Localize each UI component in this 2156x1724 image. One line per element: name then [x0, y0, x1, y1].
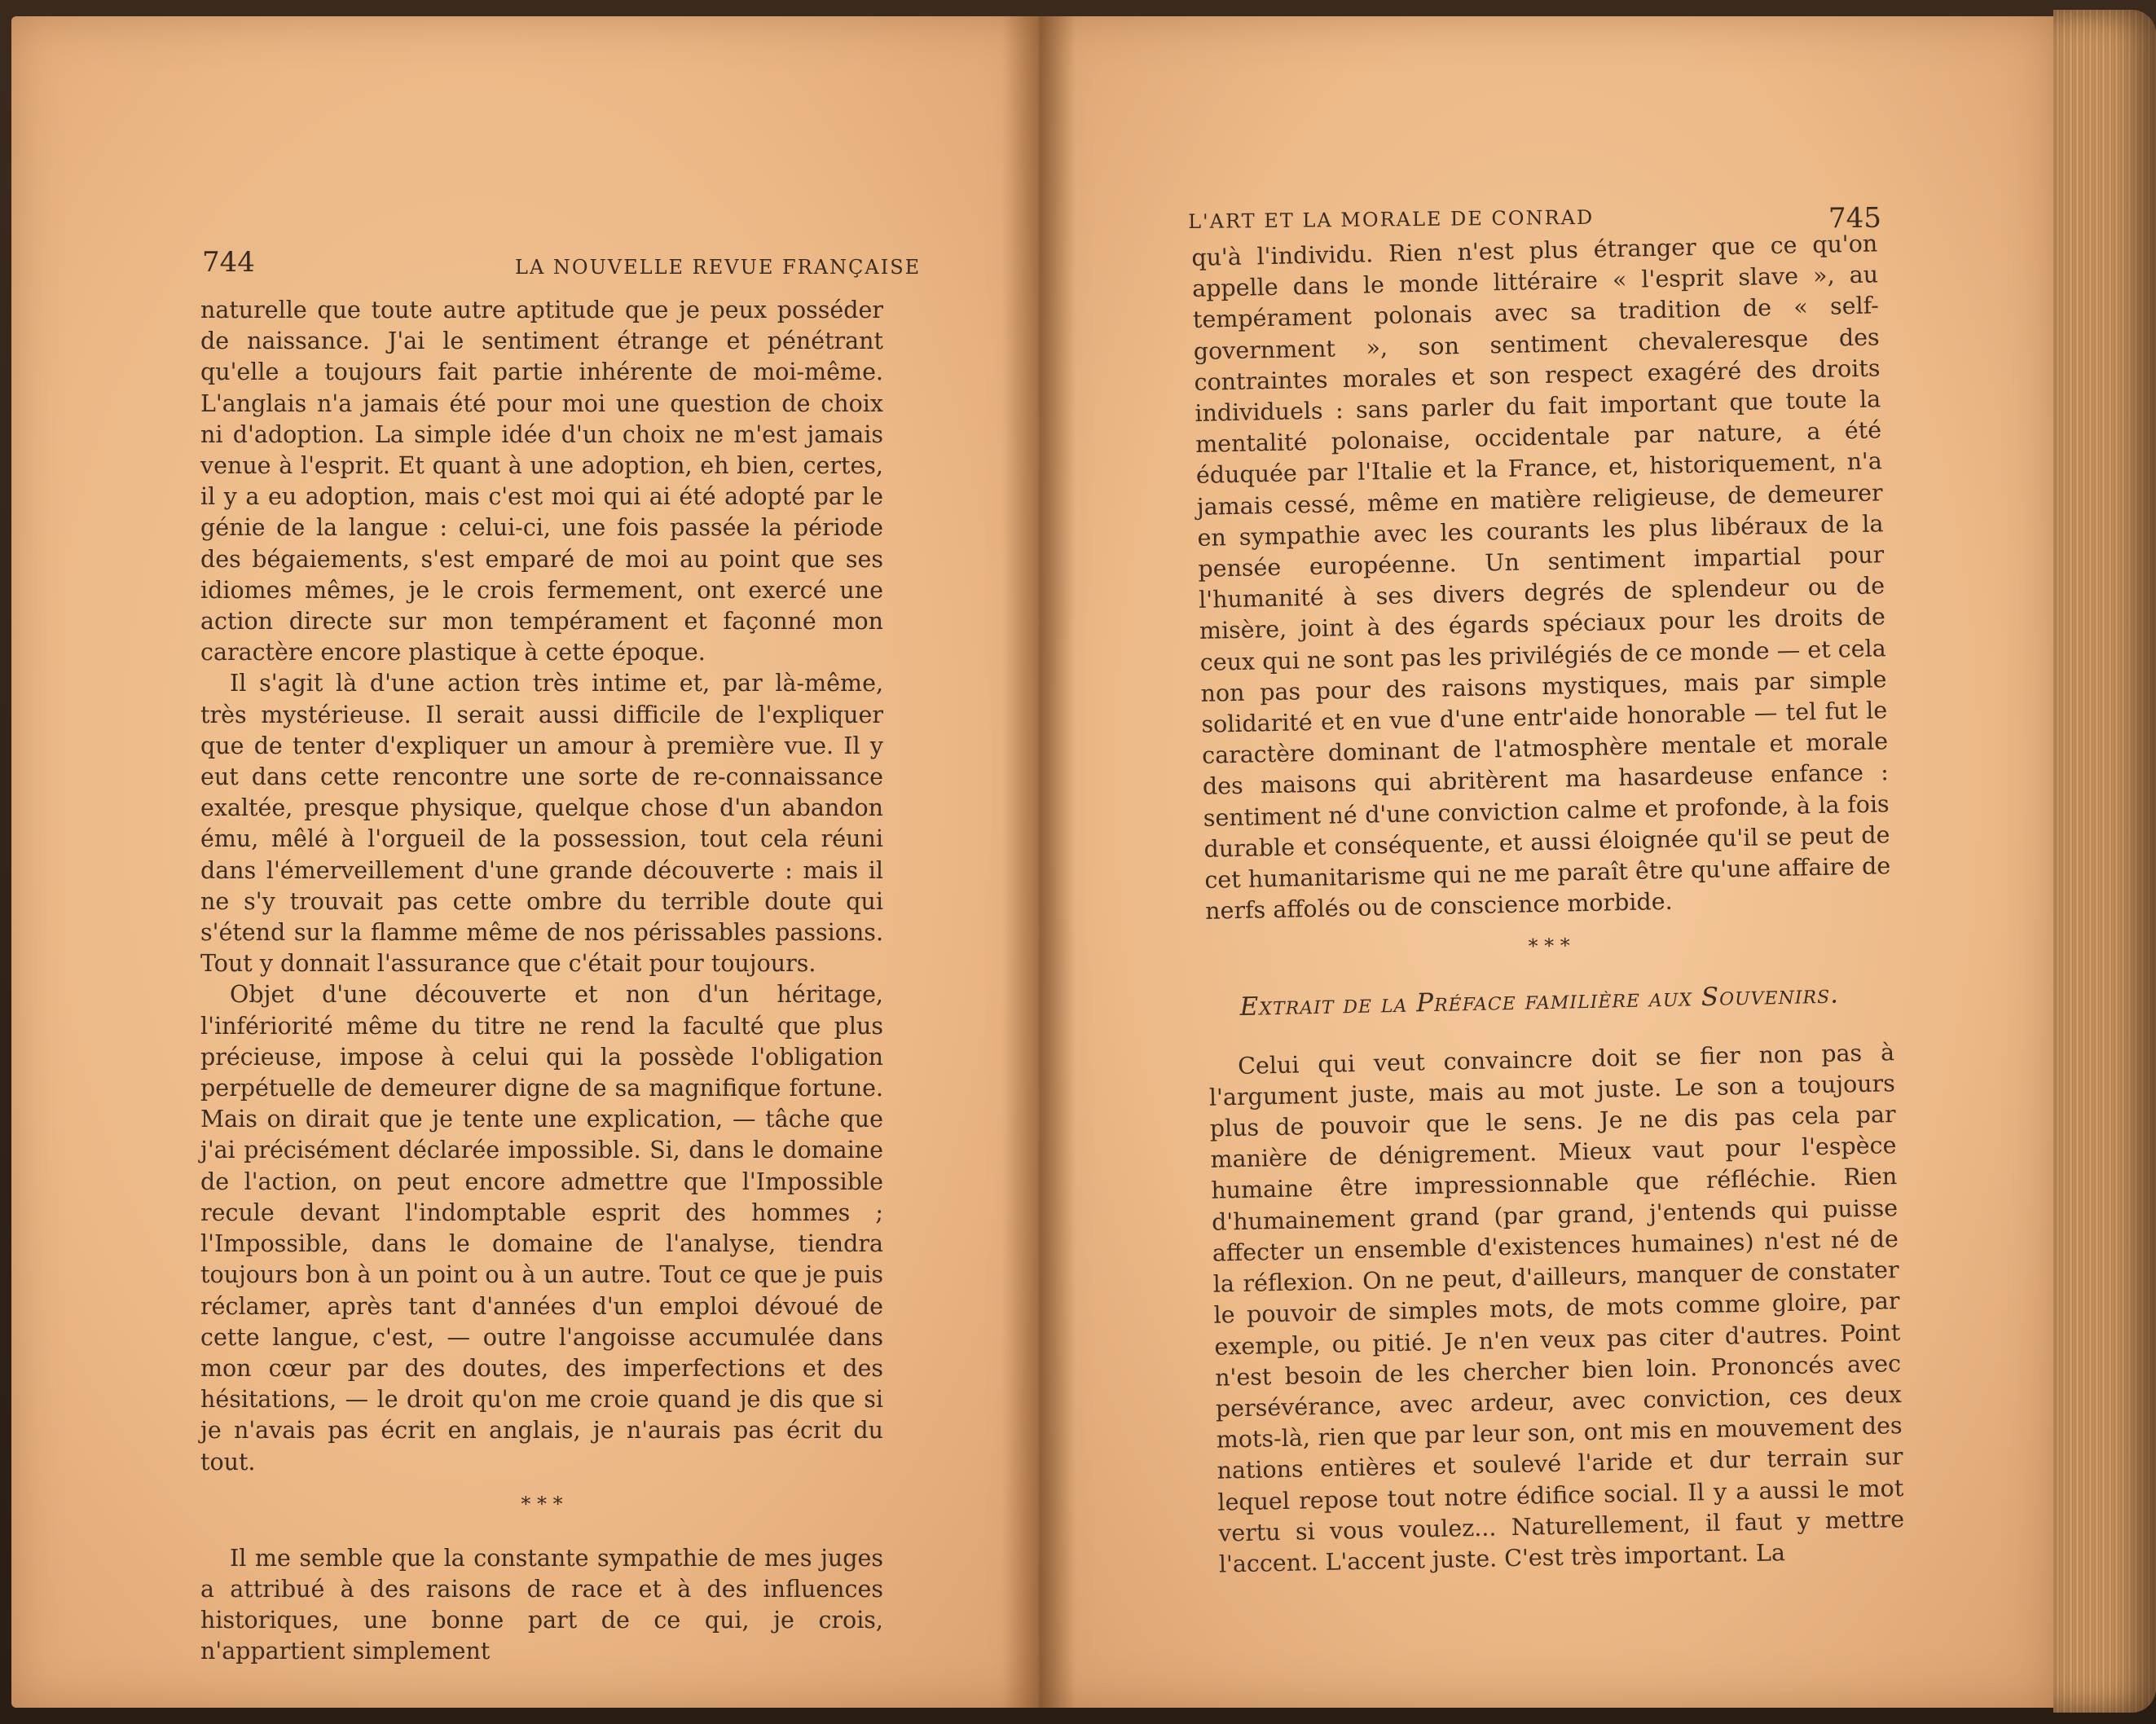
- left-paragraph-3: Objet d'une découverte et non d'un héritage, l'infériorité même du titre ne rend la faculté que plus précieuse, impose à celui qui la possède l'obligation perpétuelle de demeurer digne de sa magnifique fortune. Mais on dirait que je tente une explication, — tâche que j'ai précisément déclarée impossible. Si, dans le domaine de l'action, on peut encore admettre que l'Impossible recule devant l'indomptable esprit des hommes ; l'Impossible, dans le domaine de l'analyse, tiendra toujours bon à un point ou à un autre. Tout ce que je puis réclamer, après tant d'années d'un emploi dévoué de cette langue, c'est, — outre l'angoisse accumulée dans mon cœur par des doutes, des imperfections et des hésitations, — le droit qu'on me croie quand je dis que si je n'avais pas écrit en anglais, je n'aurais pas écrit du tout.: [200, 981, 883, 1476]
- left-page-number: 744: [202, 246, 255, 279]
- left-paragraph-1: naturelle que toute autre aptitude que je peux posséder de naissance. J'ai le sentiment étrange et pénétrant qu'elle a toujours fait partie inhérente de moi-même. L'anglais n'a jamais été pour moi une question de choix ni d'adoption. La simple idée d'un choix ne m'est jamais venue à l'esprit. Et quant à une adoption, eh bien, certes, il y a eu adoption, mais c'est moi qui ai été adopté par le génie de la langue : celui-ci, une fois passée la période des bégaiements, s'est emparé de moi au point que ses idiomes mêmes, je le crois fermement, ont exercé une action directe sur mon tempérament et façonné mon caractère encore plastique à cette époque.: [200, 297, 883, 666]
- right-running-head: L'ART ET LA MORALE DE CONRAD: [1188, 205, 1595, 233]
- right-paragraph-1: qu'à l'individu. Rien n'est plus étranger que ce qu'on appelle dans le monde littéraire « l'esprit slave », au tempérament polonais avec sa tradition de « self-government », son sentiment chevaleresque des contraintes morales et son respect exagéré des droits individuels : sans parler du fait important que toute la mentalité polonaise, occidentale par nature, a été éduquée par l'Italie et la France, et, historiquement, n'a jamais cessé, même en matière religieuse, de demeurer en sympathie avec les courants les plus libéraux de la pensée européenne. Un sentiment impartial pour l'humanité à ses divers degrés de splendeur ou de misère, joint à des égards spéciaux pour les droits de ceux qui ne sont pas les privilégiés de ce monde — et cela non pas pour des raisons mystiques, mais par simple solidarité et en vue d'une entr'aide honorable — tel fut le caractère dominant de l'atmosphère mentale et morale des maisons qui abritèrent ma hasardeuse enfance : sentiment né d'une conviction calme et profonde, à la fois durable et conséquente, et aussi éloignée qu'il se peut de cet humanitarisme qui ne me paraît être qu'une affaire de nerfs affolés ou de conscience morbide.: [1191, 230, 1891, 926]
- left-section-separator: * * *: [521, 1492, 563, 1515]
- left-running-head: LA NOUVELLE REVUE FRANÇAISE: [515, 256, 922, 279]
- left-paragraph-2: Il s'agit là d'une action très intime et, par là-même, très mystérieuse. Il serait aussi difficile de l'expliquer que de tenter d'expliquer un amour à première vue. Il y eut dans cette rencontre une sorte de re-connaissance exaltée, presque physique, quelque chose d'un abandon ému, mêlé à l'orgueil de la possession, tout cela réuni dans l'émerveillement d'une grande découverte : mais il ne s'y trouvait pas cette ombre du terrible doute qui s'étend sur la flamme même de nos périssables passions. Tout y donnait l'assurance que c'était pour toujours.: [200, 670, 883, 978]
- left-paragraph-4: Il me semble que la constante sympathie de mes juges a attribué à des raisons de race et à des influences historiques, une bonne part de ce qui, je crois, n'appartient simplement: [200, 1544, 883, 1665]
- book-gutter: [1002, 16, 1076, 1708]
- right-page-text: [1191, 228, 1905, 1580]
- section-title: Extrait de la Préface familière aux Souvenirs.: [1239, 980, 1840, 1023]
- right-paragraph-2: Celui qui veut convaincre doit se fier non pas à l'argument juste, mais au mot juste. Le son a toujours plus de pouvoir que le sens. Je ne dis pas cela par manière de dénigrement. Mieux vaut pour l'espèce humaine être impressionnable que réfléchie. Rien d'humainement grand (par grand, j'entends qui puisse affecter un ensemble d'existences humaines) n'est né de la réflexion. On ne peut, d'ailleurs, manquer de constater le pouvoir de simples mots, de mots comme gloire, par exemple, ou pitié. Je n'en veux pas citer d'autres. Point n'est besoin de les chercher bien loin. Prononcés avec persévérance, avec ardeur, avec conviction, ces deux mots-là, rien que par leur son, ont mis en mouvement des nations entières et soulevé l'aride et dur terrain sur lequel repose tout notre édifice social. Il y a aussi le mot vertu si vous voulez... Naturellement, il faut y mettre l'accent. L'accent juste. C'est très important. La: [1208, 1038, 1905, 1578]
- page-edges: [2053, 10, 2156, 1713]
- right-page-number: 745: [1828, 201, 1882, 235]
- right-section-separator: * * *: [1528, 934, 1571, 958]
- left-page-text: [200, 295, 883, 1668]
